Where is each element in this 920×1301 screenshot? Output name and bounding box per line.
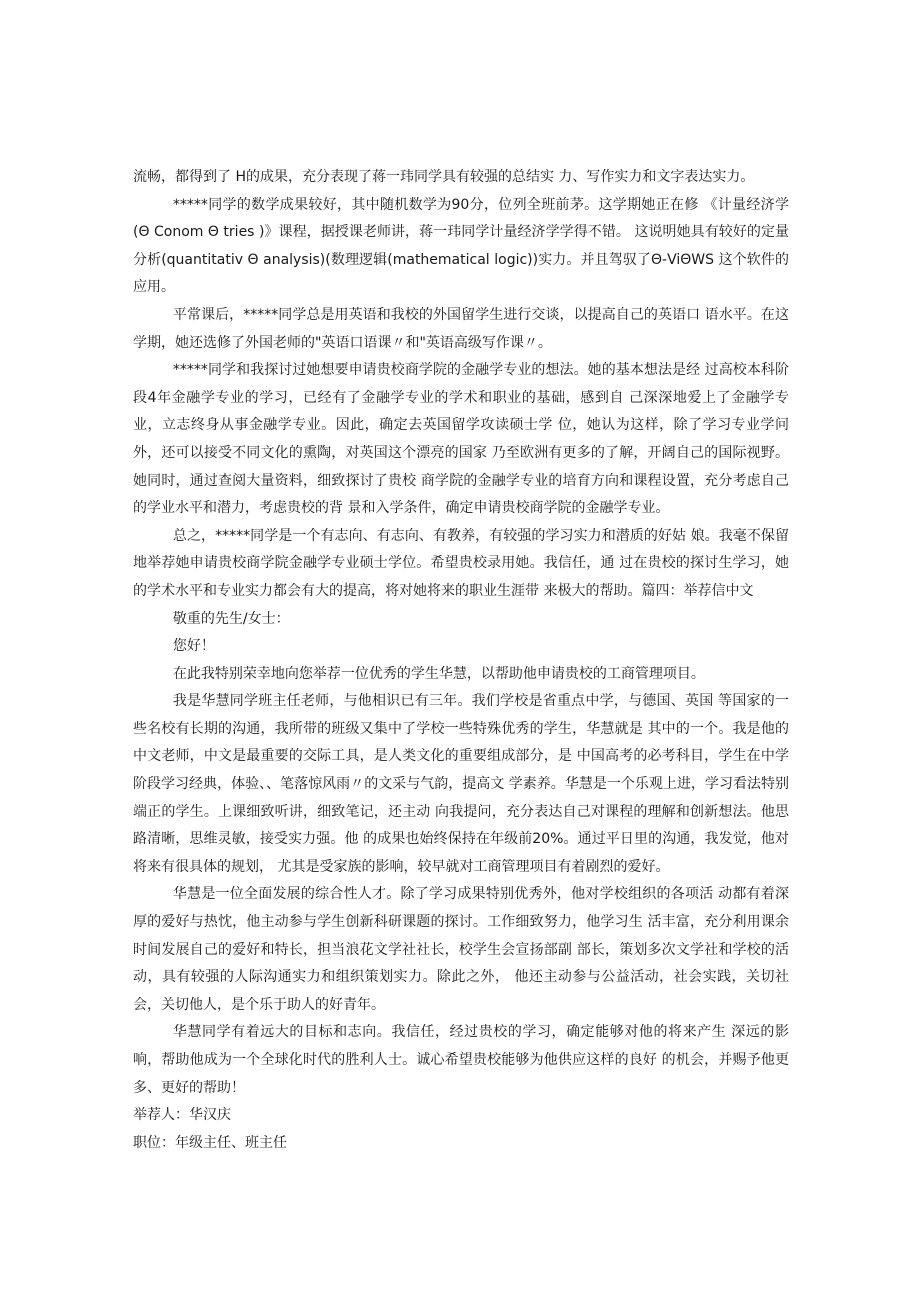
document-body [133,164,789,1157]
signature-recommender: 举荐人：华汉庆 [133,1107,231,1124]
letter-salutation: 敬重的先生/女士： [172,610,290,627]
paragraph-goals: 华慧同学有着远大的目标和志向。我信任，经过贵校的学习，确定能够对他的将来产生 深远的影响，帮助他成为一个全球化时代的胜利人士。诚心希望贵校能够为他供应这样的良好 的机会，并赐予他更多、更好的帮助！ [133,1024,789,1096]
paragraph-math-results: *****同学的数学成果较好，其中随机数学为90分，位列全班前茅。这学期她正在修 《计量经济学(Θ Conom Θ tries )》课程，据授课老师讲，蒋一玮同学计量经济学学得不错。 这说明她具有较好的定量分析(quantitativ Θ analysis)(数理逻辑(mathematical logic))实力。并且驾驭了Θ-ViΘWS 这个软件的应用。 [133,196,789,296]
paragraph-teacher-relationship: 我是华慧同学班主任老师，与他相识已有三年。我们学校是省重点中学，与德国、英国 等国家的一些名校有长期的沟通，我所带的班级又集中了学校一些特殊优秀的学生，华慧就是 其中的一个。我是他的中文老师，中文是最重要的交际工具，是人类文化的重要组成部分，是 中国高考的必考科目，学生在中学阶段学习经典，体验、、笔落惊风雨〃的文采与气韵，提高文 学素养。华慧是一个乐观上进，学习看法特别端正的学生。上课细致听讲，细致笔记，还主动 向我提问，充分表达自己对课程的理解和创新想法。他思路清晰，思维灵敏，接受实力强。他 的成果也始终保持在年级前20%。通过平日里的沟通，我发觉，他对将来有很具体的规划， 尤其是受家族的影响，较早就对工商管理项目有着剧烈的爱好。 [133,693,789,875]
paragraph-continuation: 流畅，都得到了 H的成果，充分表现了蒋一玮同学具有较强的总结实 力、写作实力和文字表达实力。 [133,169,755,185]
signature-position: 职位：年级主任、班主任 [133,1134,287,1151]
letter-greeting: 您好！ [172,638,215,655]
paragraph-all-round-talent: 华慧是一位全面发展的综合性人才。除了学习成果特别优秀外，他对学校组织的各项活 动都有着深厚的爱好与热忱，他主动参与学生创新科研课题的探讨。工作细致努力，他学习生 活丰富，充分利用课余时间发展自己的爱好和特长，担当浪花文学社社长，校学生会宣扬部副 部长，策划多次文学社和学校的活动，具有较强的人际沟通实力和组织策划实力。除此之外， 他还主动参与公益活动，社会实践，关切社会，关切他人，是个乐于助人的好青年。 [133,886,789,1013]
paragraph-study-plan: *****同学和我探讨过她想要申请贵校商学院的金融学专业的想法。她的基本想法是经 过高校本科阶段4年金融学专业的学习，已经有了金融学专业的学术和职业的基础，感到自 己深深地爱上了金融学专业，立志终身从事金融学专业。因此，确定去英国留学攻读硕士学 位，她认为这样，除了学习专业学问外，还可以接受不同文化的熏陶，对英国这个漂亮的国家 乃至欧洲有更多的了解，开阔自己的国际视野。她同时，通过查阅大量资料，细致探讨了贵校 商学院的金融学专业的培育方向和课程设置，充分考虑自己的学业水平和潜力，考虑贵校的背 景和入学条件，确定申请贵校商学院的金融学专业。 [133,362,789,517]
paragraph-introduction: 在此我特别荣幸地向您举荐一位优秀的学生华慧，以帮助他申请贵校的工商管理项目。 [172,665,705,682]
paragraph-english-practice: 平常课后，*****同学总是用英语和我校的外国留学生进行交谈，以提高自己的英语口 语水平。在这学期，她还选修了外国老师的"英语口语课〃和"英语高级写作课〃。 [133,306,789,351]
paragraph-conclusion: 总之，*****同学是一个有志向、有志向、有教养，有较强的学习实力和潜质的好姑 娘。我毫不保留地举荐她申请贵校商学院金融学专业硕士学位。希望贵校录用她。我信任，通 过在贵校的探讨生学习，她的学术水平和专业实力都会有大的提高，将对她将来的职业生涯带 来极大的帮助。篇四：举荐信中文 [133,527,789,599]
